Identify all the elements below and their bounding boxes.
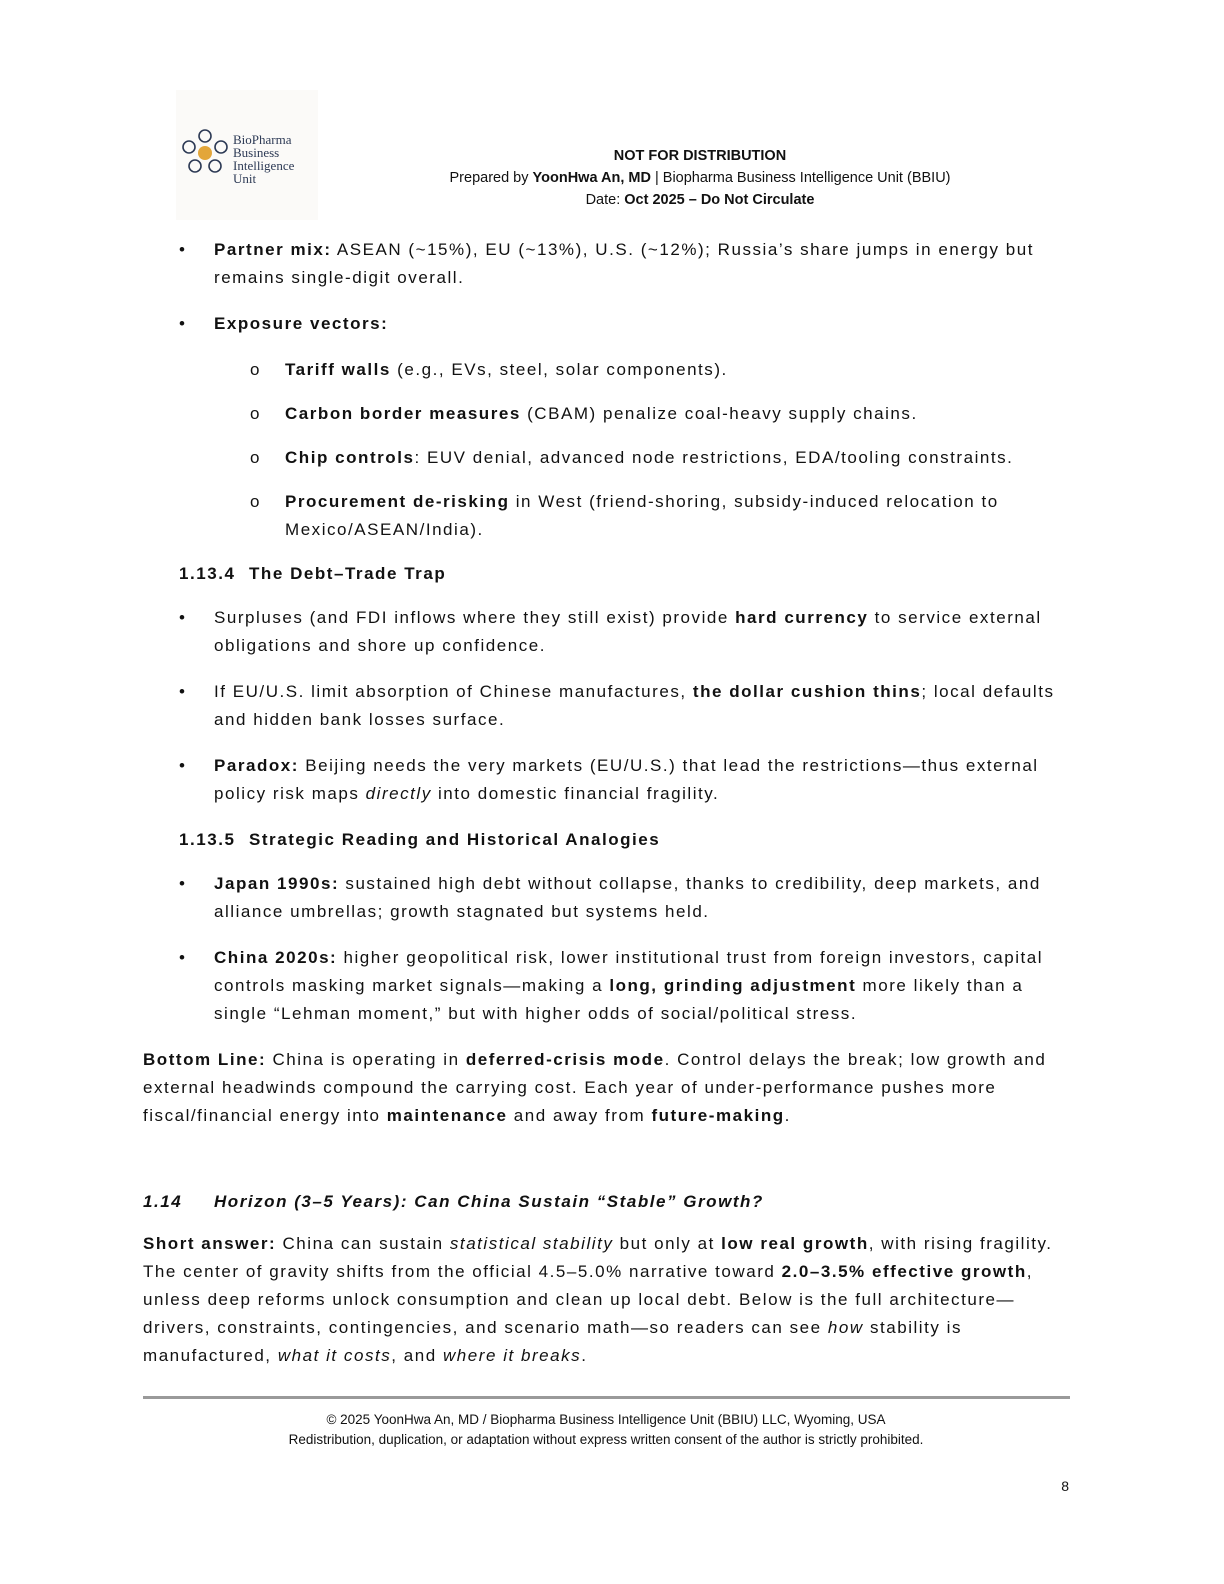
document-header <box>350 145 1050 211</box>
molecule-ring-icon <box>180 128 230 178</box>
sub-bullet-carbon-border: o Carbon border measures (CBAM) penalize coal-heavy supply chains. <box>250 404 918 423</box>
prepared-by: Prepared by YoonHwa An, MD | Biopharma Business Intelligence Unit (BBIU) <box>449 170 951 186</box>
bullet-surpluses: • Surpluses (and FDI inflows where they still exist) provide hard currency to service external obligations and shore up confidence. <box>143 604 1073 660</box>
bullet-partner-mix: • Partner mix: ASEAN (~15%), EU (~13%), U.S. (~12%); Russia’s share jumps in energy but remains single-digit overall. <box>143 236 1073 292</box>
short-answer-paragraph: Short answer: China can sustain statistical stability but only at low real growth, with rising fragility. The center of gravity shifts from the official 4.5–5.0% narrative toward 2.0–3.5% effective growth, unless deep reforms unlock consumption and clean up local debt. Below is the full architecture—drivers, constraints, contingencies, and scenario math—so readers can see how stability is manufactured, what it costs, and where it breaks. <box>143 1234 1053 1365</box>
bullet-paradox: • Paradox: Beijing needs the very markets (EU/U.S.) that lead the restrictions—thus external policy risk maps directly into domestic financial fragility. <box>143 752 1073 808</box>
heading-1-13-5: 1.13.5 Strategic Reading and Historical Analogies <box>179 830 661 849</box>
sub-bullet-chip-controls: o Chip controls: EUV denial, advanced node restrictions, EDA/tooling constraints. <box>250 448 1014 467</box>
heading-1-13-4: 1.13.4 The Debt–Trade Trap <box>179 564 447 583</box>
bottom-line-paragraph: Bottom Line: China is operating in deferred-crisis mode. Control delays the break; low growth and external headwinds compound the carrying cost. Each year of under-performance pushes more fiscal/financial energy into maintenance and away from future-making. <box>143 1050 1047 1125</box>
distribution-notice: NOT FOR DISTRIBUTION <box>613 148 787 164</box>
bullet-china-2020s: • China 2020s: higher geopolitical risk, lower institutional trust from foreign investors, capital controls masking market signals—making a long, grinding adjustment more likely than a single “Lehman moment,” but with higher odds of social/political stress. <box>143 944 1073 1028</box>
bullet-japan-1990s: • Japan 1990s: sustained high debt without collapse, thanks to credibility, deep markets, and alliance umbrellas; growth stagnated but systems held. <box>143 870 1073 926</box>
footer-divider <box>143 1396 1070 1399</box>
heading-1-14: 1.14 Horizon (3–5 Years): Can China Sustain “Stable” Growth? <box>143 1192 764 1211</box>
page-number: 8 <box>1061 1478 1069 1494</box>
page-content <box>143 236 1073 1384</box>
bullet-dollar-cushion: • If EU/U.S. limit absorption of Chinese manufactures, the dollar cushion thins; local defaults and hidden bank losses surface. <box>143 678 1073 734</box>
bbiu-logo <box>176 90 318 220</box>
copyright-footer: © 2025 YoonHwa An, MD / Biopharma Business Intelligence Unit (BBIU) LLC, Wyoming, USA Redistribution, duplication, or adaptation without express written consent of the author is strictly prohibited. <box>288 1412 924 1447</box>
logo-wordmark: BioPharma Business Intelligence Unit <box>233 132 295 186</box>
bullet-exposure-vectors: • Exposure vectors: <box>143 310 1073 338</box>
document-date: Date: Oct 2025 – Do Not Circulate <box>585 192 815 208</box>
sub-bullet-procurement: o Procurement de-risking in West (friend-shoring, subsidy-induced relocation to Mexico/ASEAN/India). <box>250 492 999 539</box>
sub-bullet-tariff-walls: o Tariff walls (e.g., EVs, steel, solar components). <box>250 360 728 379</box>
